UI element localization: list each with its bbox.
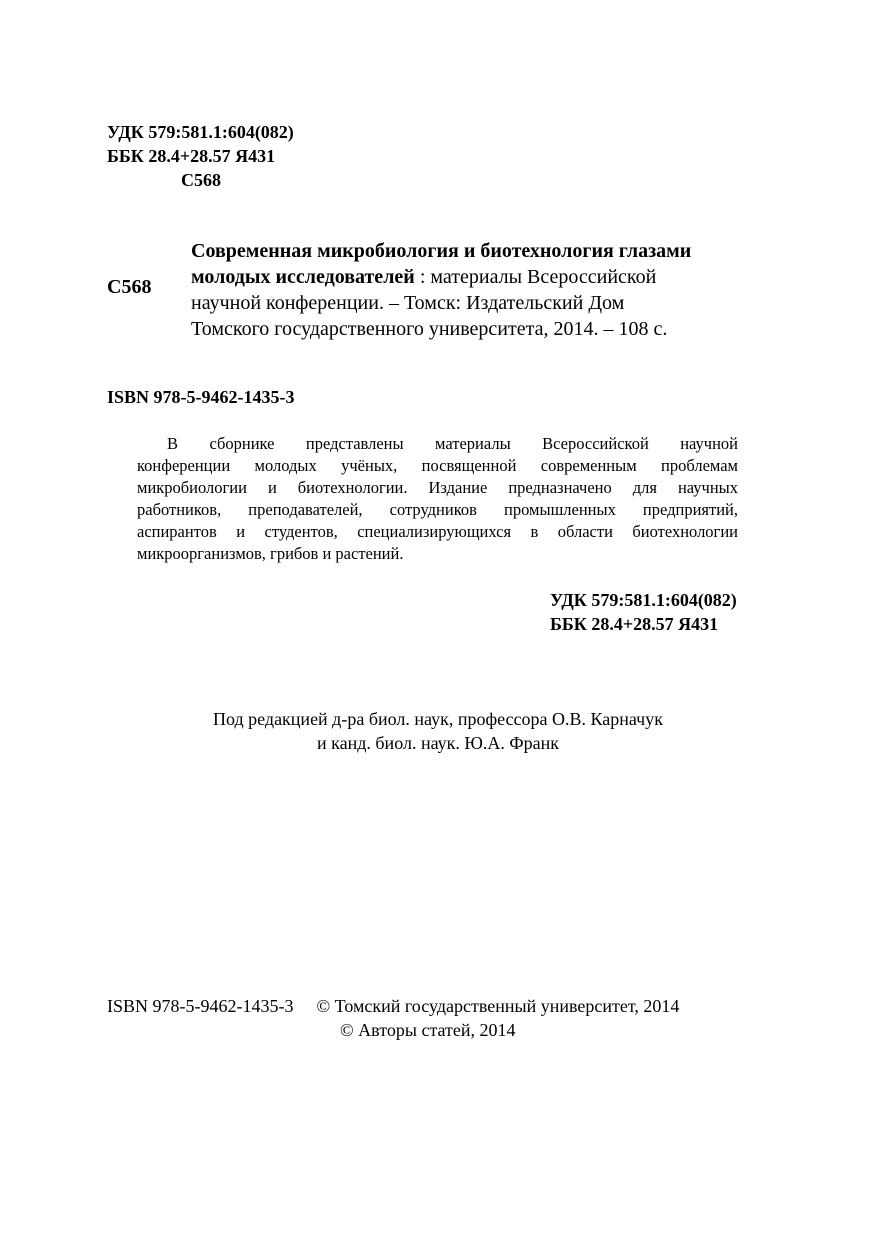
abstract-line: конференции молодых учёных, посвященной современным проблемам	[137, 456, 738, 475]
copyright-row	[107, 994, 679, 1018]
publication-info-line: научной конференции. – Томск: Издательский Дом	[191, 292, 625, 314]
abstract-line: аспирантов и студентов, специализирующихся в области биотехнологии	[137, 522, 738, 541]
isbn-heading: ISBN 978-5-9462-1435-3	[107, 387, 295, 407]
book-title-line-2	[191, 264, 751, 290]
bottom-classification-codes	[550, 588, 737, 636]
bibliographic-description	[191, 238, 751, 342]
author-sign-code: С568	[181, 170, 221, 190]
top-classification-codes	[107, 120, 294, 192]
book-subtitle: : материалы Всероссийской	[414, 266, 657, 288]
abstract	[137, 433, 738, 565]
copyright-isbn: ISBN 978-5-9462-1435-3	[107, 996, 294, 1016]
editors-line-2: и канд. биол. наук. Ю.А. Франк	[317, 733, 559, 753]
abstract-line: микроорганизмов, грибов и растений.	[137, 544, 404, 563]
publisher-info-line: Томского государственного университета, 2014. – 108 с.	[191, 318, 668, 340]
udk-code: УДК 579:581.1:604(082)	[550, 590, 737, 610]
editors-line-1: Под редакцией д-ра биол. наук, профессора О.В. Карначук	[213, 709, 663, 729]
copyright-university: © Томский государственный университет, 2014	[316, 996, 680, 1016]
copyright-authors: © Авторы статей, 2014	[340, 1020, 516, 1040]
book-title-line-1: Современная микробиология и биотехнология глазами	[191, 240, 692, 262]
editors-credit	[0, 707, 876, 755]
bbk-code: ББК 28.4+28.57 Я431	[107, 146, 276, 166]
abstract-line: работников, преподавателей, сотрудников промышленных предприятий,	[137, 500, 738, 519]
abstract-line: микробиологии и биотехнологии. Издание предназначено для научных	[137, 478, 738, 497]
bbk-code: ББК 28.4+28.57 Я431	[550, 614, 719, 634]
author-mark: С568	[107, 276, 152, 298]
abstract-line: В сборнике представлены материалы Всероссийской научной	[167, 434, 738, 453]
book-title-bold-part: молодых исследователей	[191, 266, 415, 288]
udk-code: УДК 579:581.1:604(082)	[107, 122, 294, 142]
